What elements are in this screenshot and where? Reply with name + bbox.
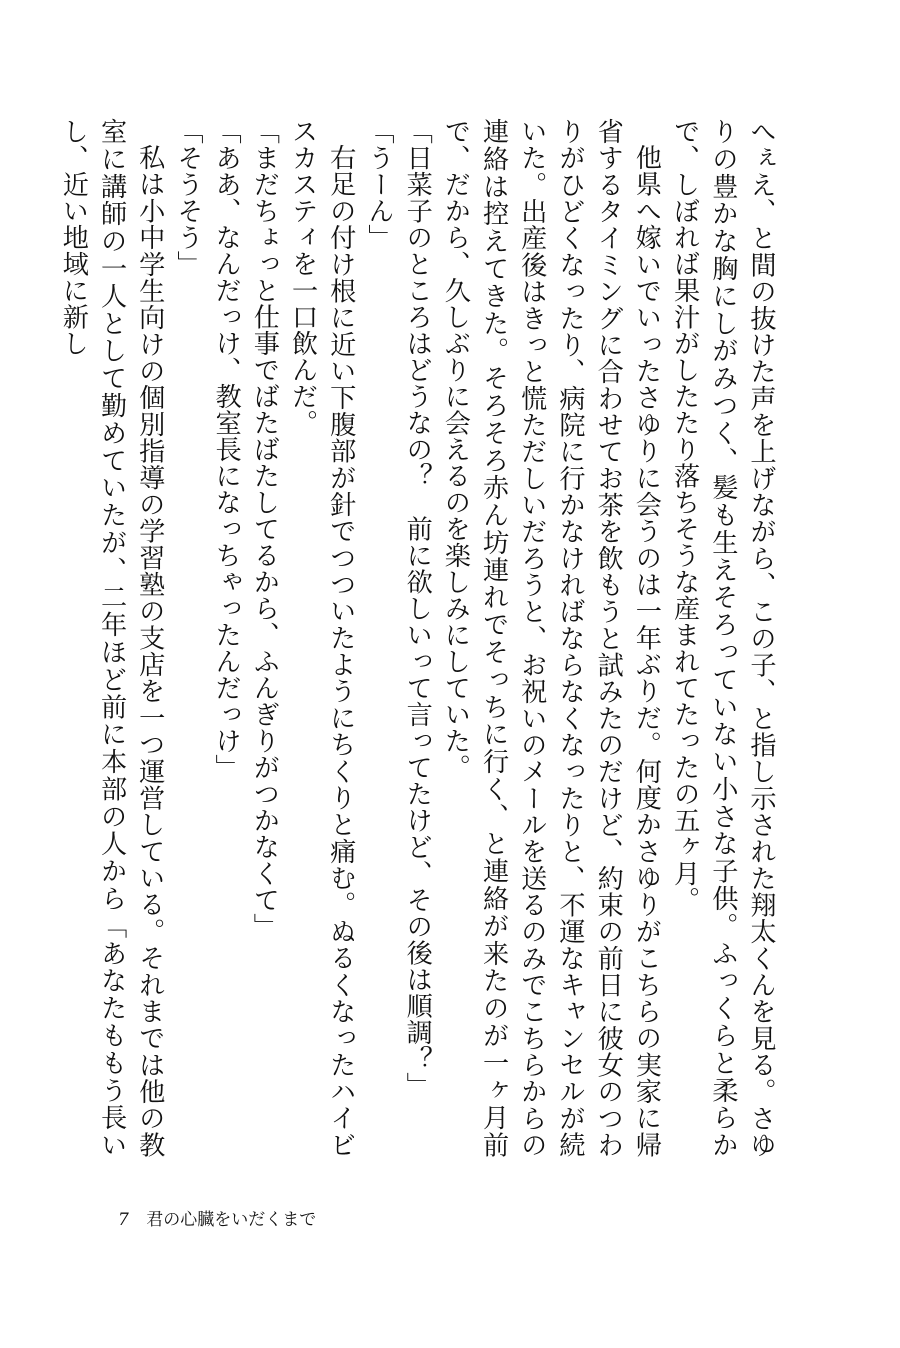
vertical-body-text [58,118,780,1158]
dialogue-line: 「うーん」 [363,118,394,251]
dialogue-line: 「ああ、なんだっけ、教室長になっちゃったんだっけ」 [211,118,242,781]
book-title: 君の心臓をいだくまで [146,1210,317,1230]
dialogue-line: 「まだちょっと仕事でばたばたしてるから、ふんぎりがつかなくて」 [249,118,280,940]
dialogue-line: 「そうそう」 [172,118,203,277]
paragraph: 他県へ嫁いでいったさゆりに会うのは一年ぶりだ。何度かさゆりがこちらの実家に帰省するタイミングに合わせてお茶を飲もうと試みたのだけど、約束の前日に彼女のつわりがひどくなったり、病院に行かなければならなくなったりと、不運なキャンセルが続いた。出産後はきっと慌ただしいだろうと、お祝いのメールを送るのみでこちらからの連絡は控えてきた。そろそろ赤ん坊連れでそっちに行く、と連絡が来たのが一ヶ月前で、だから、久しぶりに会えるのを楽しみにしていた。 [440,118,662,1158]
page-number: 7 [118,1210,129,1230]
dialogue-line: 「日菜子のところはどうなの？ 前に欲しいって言ってたけど、その後は順調？」 [402,118,433,1099]
page-footer [118,1205,316,1230]
paragraph: へぇえ、と間の抜けた声を上げながら、この子、と指し示された翔太くんを見る。さゆりの豊かな胸にしがみつく、髪も生えそろっていない小さな子供。ふっくらと柔らかで、しぼれば果汁がしたたり落ちそうな産まれてたったの五ヶ月。 [669,118,776,1158]
paragraph: 右足の付け根に近い下腹部が針でつついたようにちくりと痛む。ぬるくなったハイビスカスティを一口飲んだ。 [287,118,356,1158]
paragraph: 私は小中学生向けの個別指導の学習塾の支店を一つ運営している。それまでは他の教室に講師の一人として勤めていたが、二年ほど前に本部の人から「あなたももう長いし、近い地域に新し [58,118,165,1158]
